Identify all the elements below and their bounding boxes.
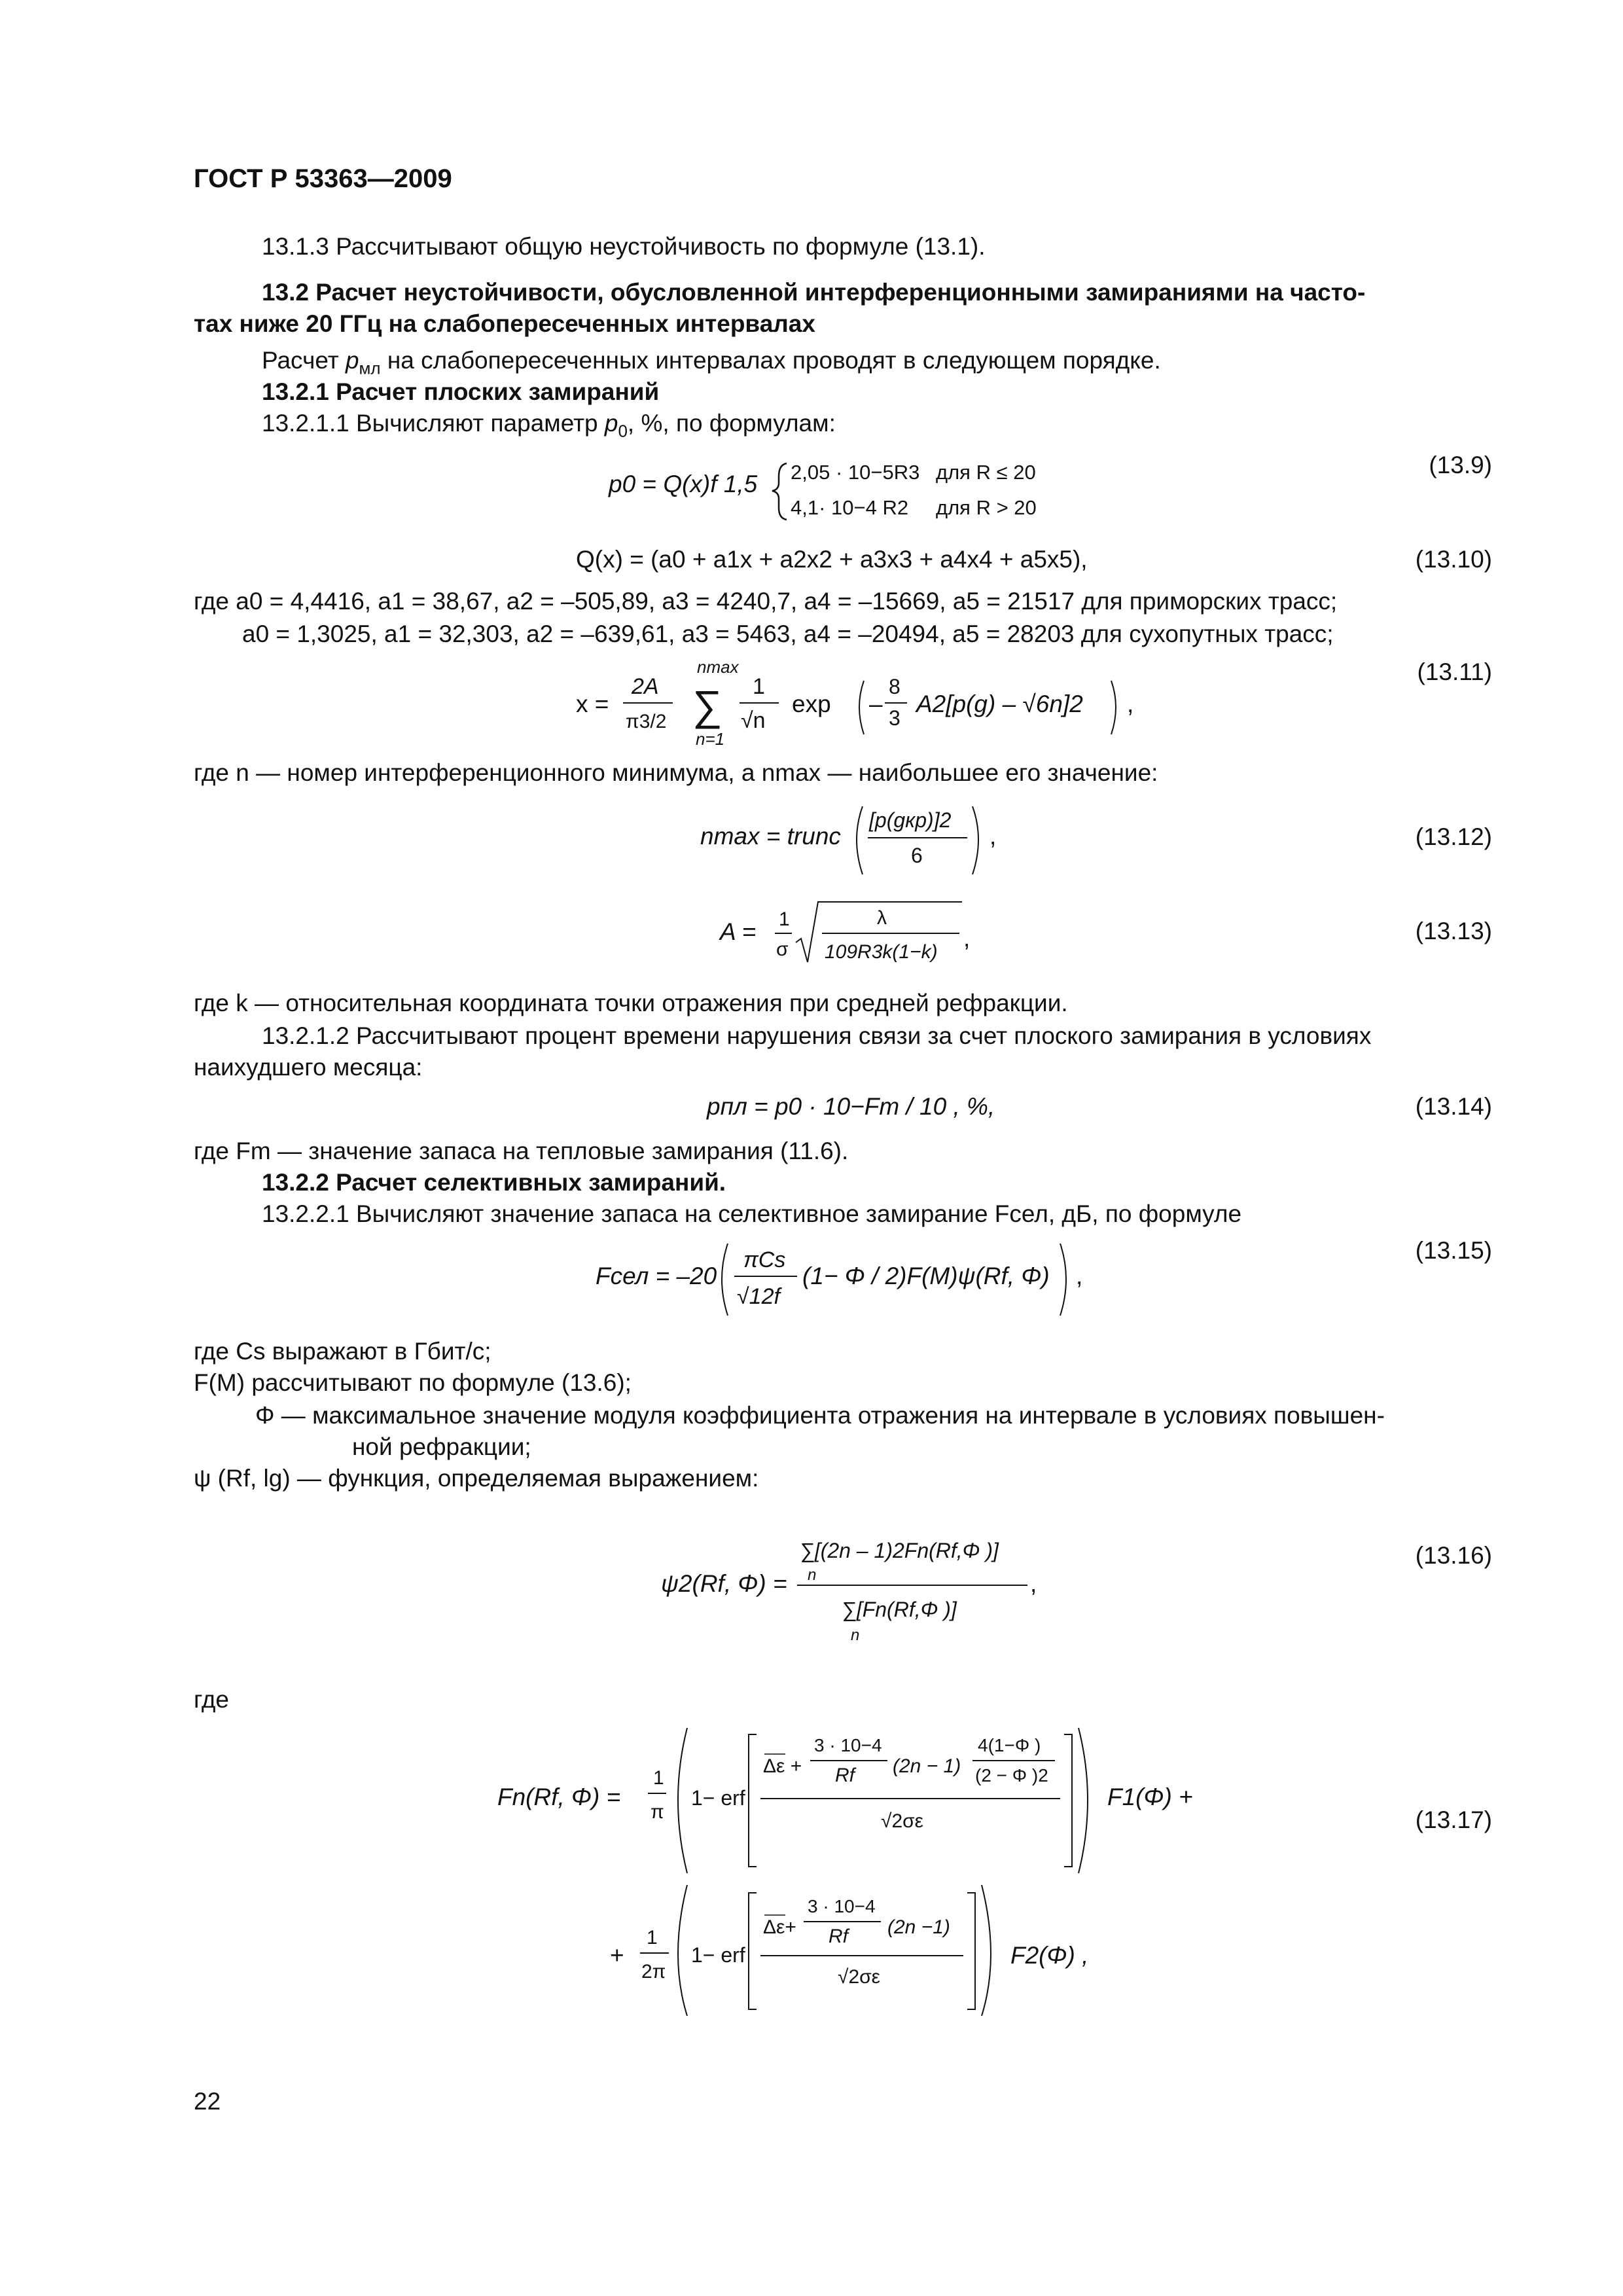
paragraph-13-2-1-2-line2: наихудшего месяца: — [194, 1054, 423, 1081]
eq-13-9-case1-condition: для R ≤ 20 — [936, 461, 1036, 484]
equation-13-10: Q(x) = (a0 + a1x + a2x2 + a3x3 + a4x4 + a5x5), — [576, 546, 1088, 573]
eq-13-13-num1: 1 — [779, 908, 790, 930]
eq-13-12-lhs: nmax = trunc — [700, 823, 841, 850]
equation-13-15 — [589, 1233, 1152, 1328]
coefficients-line1: где a0 = 4,4416, a1 = 38,67, a2 = –505,89, a3 = 4240,7, a4 = –15669, a5 = 21517 для приморских трасс; — [194, 588, 1338, 615]
eq-13-12-paren-right — [972, 806, 978, 874]
eq-13-17-bracket2-right — [967, 1893, 975, 2009]
eq-13-17-t1c-den: (2 − Φ )2 — [975, 1765, 1048, 1785]
eq-13-12-num: [p(gкр)]2 — [869, 808, 952, 832]
eq-13-13-comma: , — [963, 925, 971, 952]
equation-13-11-svg — [563, 655, 1191, 759]
equation-13-13-svg — [713, 897, 1041, 975]
eq-13-9-case2-value: 4,1· 10−4 R2 — [791, 496, 909, 519]
eq-13-13-den1: σ — [776, 939, 789, 960]
eq-13-17-bracket1-right — [1064, 1734, 1072, 1867]
eq-13-16-num-sub: n — [808, 1566, 817, 1584]
eq-13-12-comma: , — [990, 823, 997, 850]
equation-13-14: pпл = p0 · 10−Fm / 10 , %, — [707, 1093, 995, 1120]
equation-13-13 — [713, 897, 1041, 978]
eq-13-17-t1c-num: 4(1−Φ ) — [978, 1735, 1041, 1755]
eq-13-17-f2: F2(Φ) , — [1010, 1942, 1089, 1969]
paragraph-13-2-1-1 — [262, 407, 836, 440]
p1-symbol: p — [604, 410, 618, 437]
eq-13-17-den2: √2σε — [838, 1966, 881, 1988]
eq-13-11-comma: , — [1127, 691, 1134, 717]
eq-13-17-t2-num: 3 · 10−4 — [808, 1896, 876, 1916]
eq-number-13-15: (13.15) — [1415, 1237, 1492, 1264]
intro-pre: Расчет — [262, 347, 346, 374]
eq-13-17-t2a: Δε+ — [763, 1916, 796, 1938]
where-label: где — [194, 1686, 230, 1713]
equation-13-15-svg — [589, 1233, 1152, 1325]
eq-13-17-paren1-left — [678, 1728, 687, 1873]
doc-code-header: ГОСТ Р 53363—2009 — [194, 164, 452, 193]
eq-13-11-frac3-den: 3 — [889, 706, 901, 730]
eq-13-17-erf1: 1− erf — [691, 1786, 745, 1810]
eq-13-11-num2: 1 — [753, 674, 765, 699]
eq-13-17-paren2-right — [982, 1885, 991, 2016]
eq-13-9-lhs: p0 = Q(x)f 1,5 — [609, 471, 758, 497]
eq-13-11-paren-right — [1111, 681, 1116, 734]
intro-symbol: p — [345, 347, 359, 374]
equation-13-16 — [654, 1518, 1113, 1653]
section-13-2-2-title: 13.2.2 Расчет селективных замираний. — [262, 1169, 726, 1196]
eq-number-13-10: (13.10) — [1415, 546, 1492, 573]
eq-13-17-paren1-right — [1079, 1728, 1088, 1873]
eq-13-12-paren-left — [857, 806, 863, 874]
eq-13-9-case2-condition: для R > 20 — [936, 496, 1037, 519]
equation-13-12-svg — [694, 797, 1034, 882]
eq-13-17-c1-num: 1 — [653, 1767, 664, 1789]
eq-13-17-lhs: Fn(Rf, Φ) = — [497, 1784, 621, 1810]
eq-number-13-16: (13.16) — [1415, 1542, 1492, 1569]
section-13-2-1-title: 13.2.1 Расчет плоских замираний — [262, 378, 660, 405]
equation-13-17-svg — [497, 1721, 1283, 2022]
eq-13-17-bracket1-left — [749, 1734, 757, 1867]
eq-13-15-paren-left — [722, 1244, 728, 1316]
eq-13-15-num: πCs — [743, 1247, 786, 1272]
eq-13-11-den2: √n — [741, 708, 766, 733]
paragraph-13-1-3: 13.1.3 Рассчитывают общую неустойчивость по формуле (13.1). — [262, 233, 986, 260]
n-definition: где n — номер интерференционного минимума, а nmax — наибольшее его значение: — [194, 759, 1158, 786]
cs-definition: где Cs выражают в Гбит/с; — [194, 1338, 491, 1365]
eq-13-17-den1: √2σε — [881, 1810, 924, 1832]
eq-13-12-den: 6 — [911, 844, 923, 867]
eq-13-9-brace — [772, 463, 787, 520]
eq-13-15-den: √12f — [737, 1284, 780, 1309]
phi-definition-line1: Φ — максимальное значение модуля коэффициента отражения на интервале в условиях повышен- — [255, 1402, 1385, 1429]
eq-13-15-comma: , — [1076, 1263, 1083, 1289]
p1-pre: 13.2.1.1 Вычисляют параметр — [262, 410, 605, 437]
eq-13-17-f1: F1(Φ) + — [1107, 1784, 1193, 1810]
page-number: 22 — [194, 2088, 221, 2115]
eq-13-9-case1-value: 2,05 · 10−5R3 — [791, 461, 920, 484]
eq-13-17-paren2-left — [678, 1885, 687, 2016]
eq-13-17-t2b: (2n −1) — [887, 1916, 950, 1938]
eq-number-13-13: (13.13) — [1415, 918, 1492, 944]
eq-13-11-paren-left — [859, 681, 864, 734]
section-13-2-intro — [262, 344, 1161, 377]
equation-13-11 — [563, 655, 1191, 762]
eq-13-17-erf2: 1− erf — [691, 1943, 745, 1967]
eq-13-17-t1a: Δε + — [763, 1755, 802, 1777]
eq-13-11-minus: – — [869, 691, 883, 717]
eq-13-16-den: ∑[Fn(Rf,Φ )] — [842, 1598, 957, 1621]
section-13-2-title-line1: 13.2 Расчет неустойчивости, обусловленной интерференционными замираниями на часто- — [262, 279, 1366, 306]
p1-post: , %, по формулам: — [627, 410, 836, 437]
eq-number-13-12: (13.12) — [1415, 823, 1492, 850]
eq-13-15-paren-right — [1060, 1244, 1066, 1316]
p1-subscript: 0 — [618, 421, 628, 441]
fm-definition: где Fm — значение запаса на тепловые замирания (11.6). — [194, 1138, 849, 1164]
eq-number-13-17: (13.17) — [1415, 1806, 1492, 1833]
eq-13-11-sum-top: nmax — [697, 657, 739, 677]
intro-subscript: мл — [359, 358, 381, 378]
eq-13-11-exp: exp — [792, 691, 831, 717]
eq-number-13-11: (13.11) — [1417, 658, 1492, 685]
paragraph-13-2-2-1: 13.2.2.1 Вычисляют значение запаса на селективное замирание Fсел, дБ, по формуле — [262, 1200, 1242, 1227]
paragraph-13-2-1-2-line1: 13.2.1.2 Рассчитывают процент времени нарушения связи за счет плоского замирания в условиях — [262, 1022, 1372, 1049]
eq-13-16-comma: , — [1030, 1570, 1037, 1597]
eq-13-17-t1b: (2n − 1) — [893, 1755, 961, 1777]
eq-13-15-tail: (1− Φ / 2)F(M)ψ(Rf, Φ) — [802, 1263, 1050, 1289]
eq-13-17-c2-den: 2π — [641, 1961, 666, 1982]
eq-13-13-lhs: A = — [720, 918, 757, 945]
eq-13-17-c2-num: 1 — [647, 1927, 658, 1948]
section-13-2-title-line2: тах ниже 20 ГГц на слабопересеченных интервалах — [194, 310, 815, 337]
eq-13-13-den2: 109R3k(1−k) — [825, 941, 938, 963]
eq-13-11-tail: A2[p(g) – √6n]2 — [916, 691, 1083, 717]
eq-13-17-t1-num: 3 · 10−4 — [814, 1735, 882, 1755]
eq-13-16-lhs: ψ2(Rf, Φ) = — [661, 1570, 787, 1597]
eq-13-11-sum-bottom: n=1 — [696, 729, 725, 749]
eq-13-11-num1: 2A — [632, 674, 659, 699]
eq-13-11-lhs: x = — [576, 691, 609, 717]
eq-number-13-14: (13.14) — [1415, 1093, 1492, 1120]
equation-13-9 — [589, 445, 1178, 533]
equation-13-16-svg — [654, 1518, 1113, 1649]
eq-13-16-num: ∑[(2n – 1)2Fn(Rf,Φ )] — [800, 1539, 999, 1562]
equation-13-9-svg — [589, 445, 1178, 530]
eq-13-17-t2-den: Rf — [829, 1926, 848, 1947]
equation-13-17 — [497, 1721, 1283, 2026]
eq-13-16-den-sub: n — [851, 1626, 860, 1644]
eq-13-11-sigma: ∑ — [692, 682, 722, 729]
coefficients-line2: a0 = 1,3025, a1 = 32,303, a2 = –639,61, a3 = 5463, a4 = –20494, a5 = 28203 для сухопутных трасс; — [242, 620, 1334, 647]
fm-formula-reference: F(M) рассчитывают по формуле (13.6); — [194, 1369, 632, 1396]
eq-13-17-c1-den: π — [651, 1801, 664, 1823]
eq-13-11-frac3-num: 8 — [889, 675, 901, 698]
eq-13-13-num2: λ — [877, 907, 887, 929]
equation-13-12 — [694, 797, 1034, 886]
eq-13-17-t1-den: Rf — [835, 1765, 855, 1786]
eq-13-17-bracket2-left — [749, 1893, 757, 2009]
eq-13-15-lhs: Fсел = –20 — [596, 1263, 717, 1289]
psi-definition: ψ (Rf, lg) — функция, определяемая выражением: — [194, 1465, 759, 1492]
eq-13-11-den1: π3/2 — [626, 711, 667, 732]
eq-13-17-plus: + — [610, 1942, 624, 1969]
k-definition: где k — относительная координата точки отражения при средней рефракции. — [194, 990, 1068, 1016]
phi-definition-line2: ной рефракции; — [352, 1433, 531, 1460]
eq-number-13-9: (13.9) — [1429, 452, 1492, 478]
intro-post: на слабопересеченных интервалах проводят в следующем порядке. — [380, 347, 1161, 374]
